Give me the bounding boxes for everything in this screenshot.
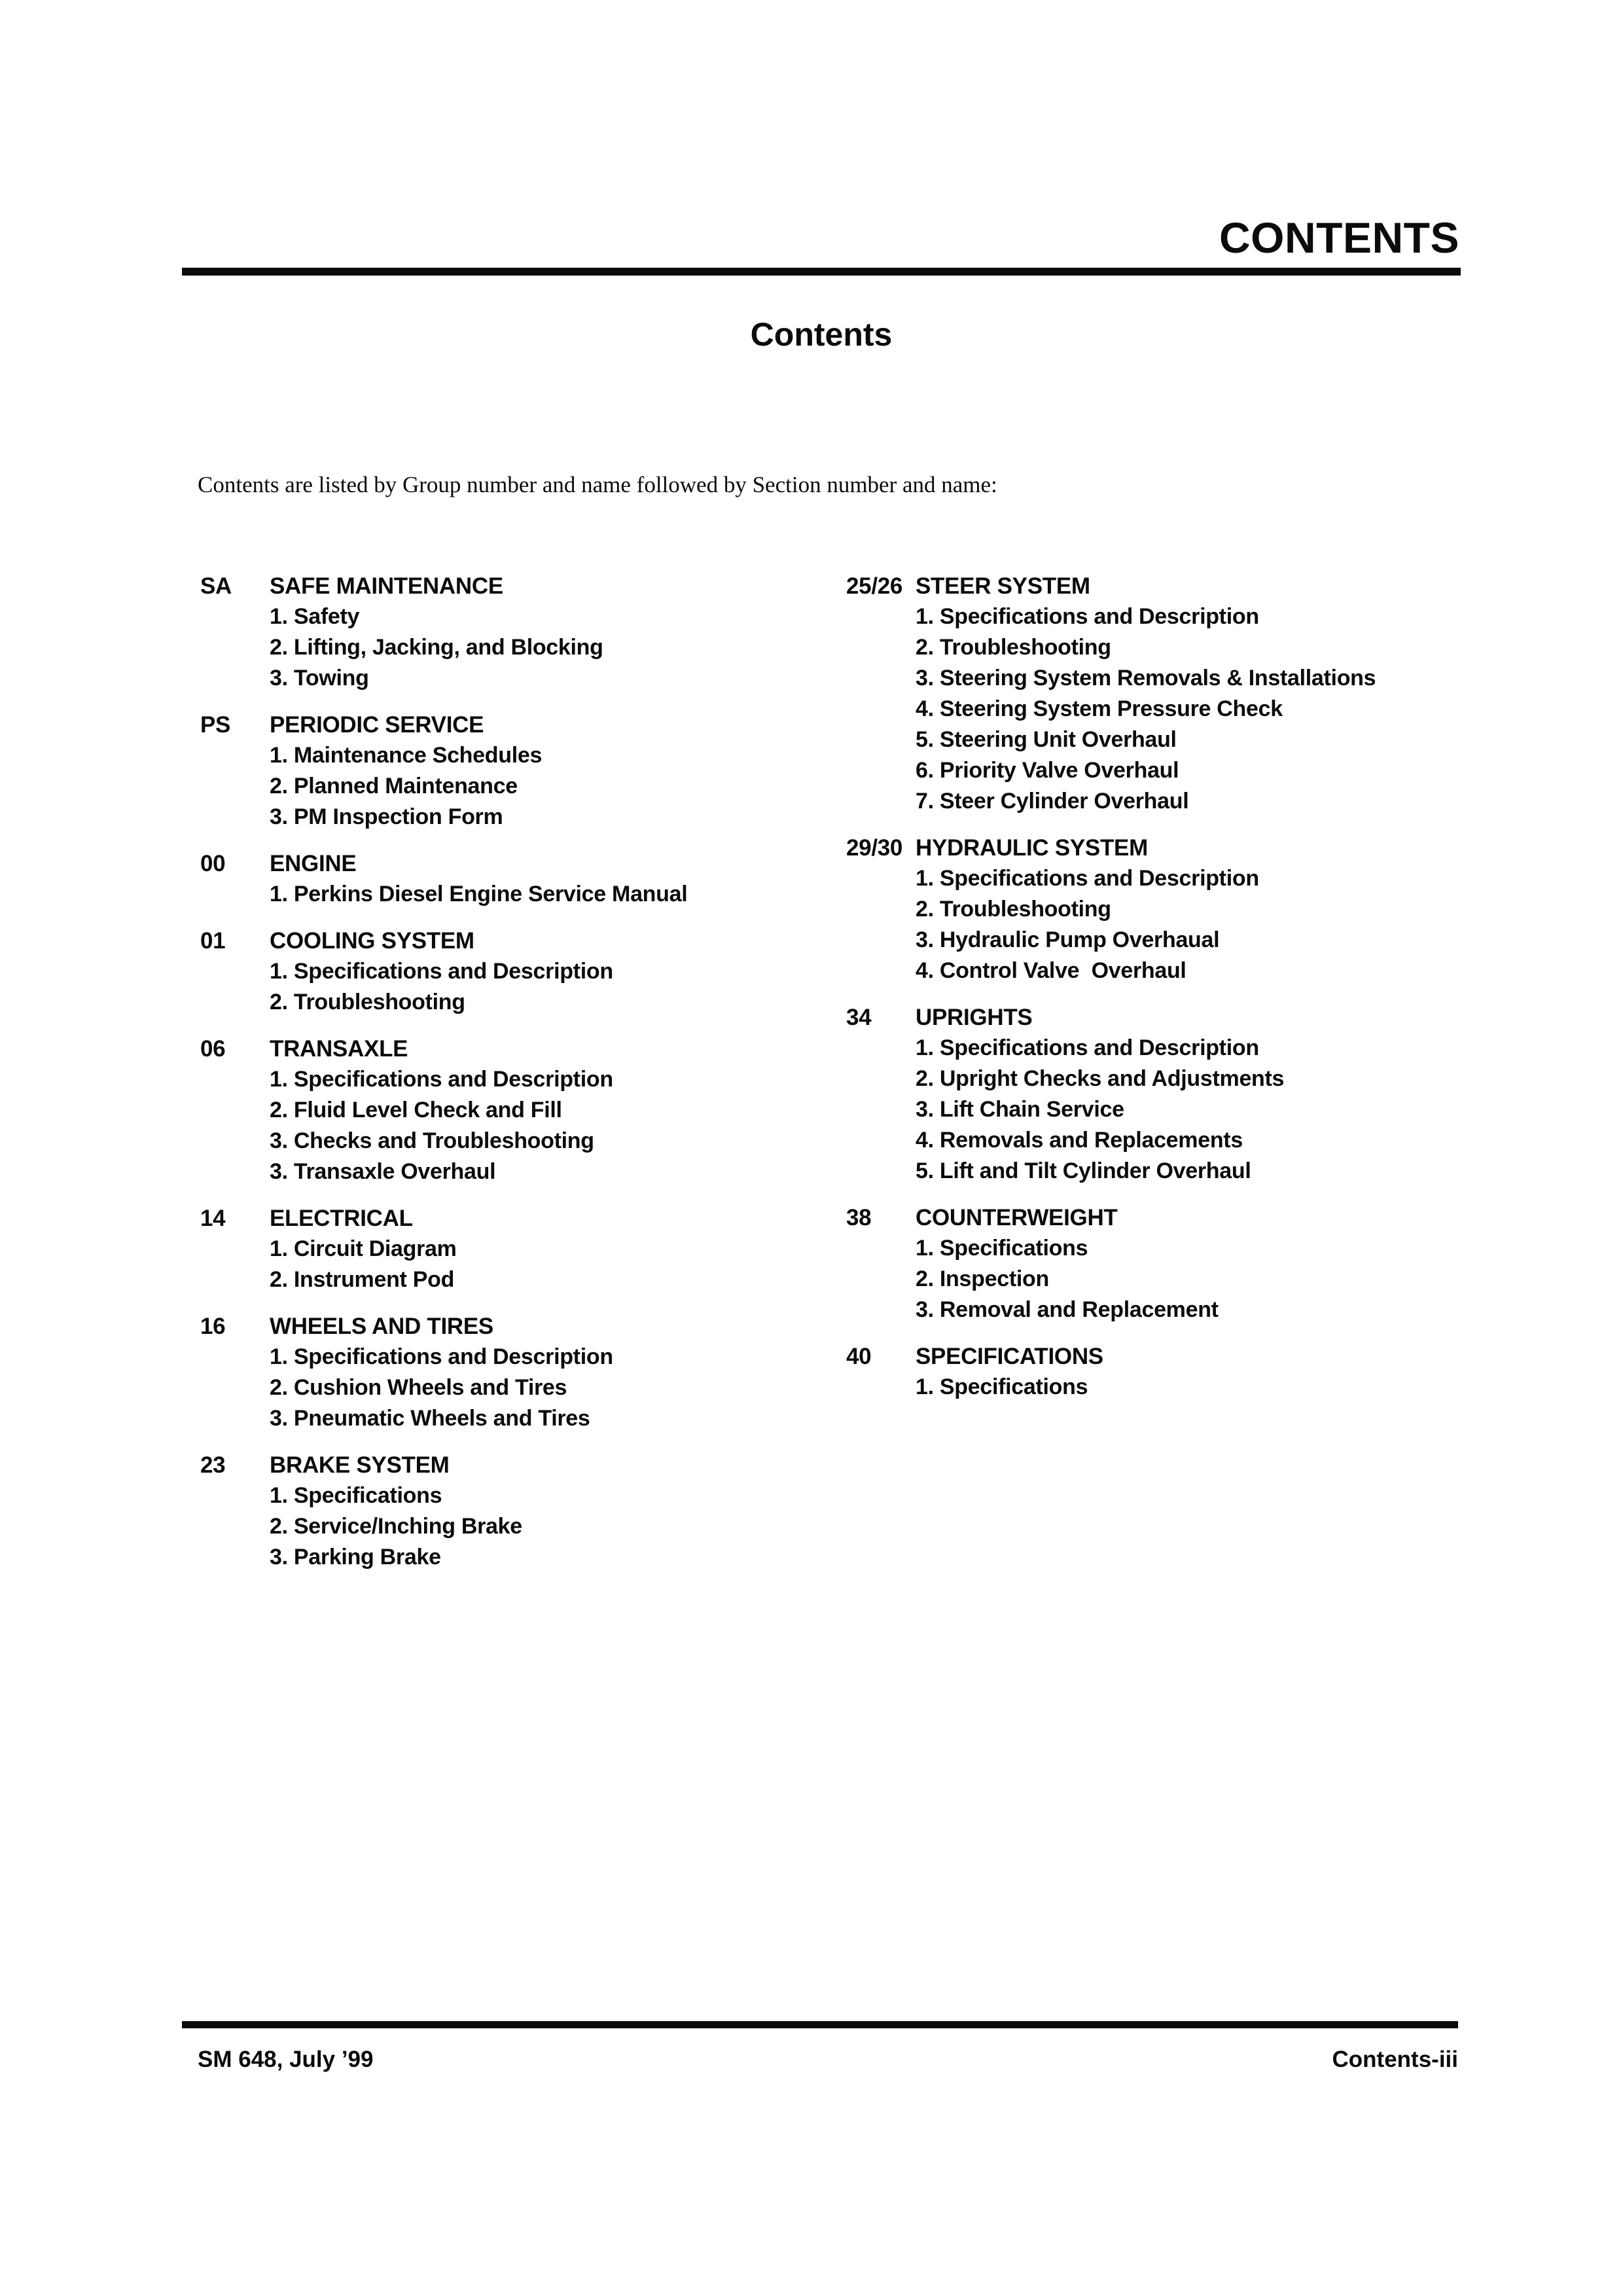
group-title: BRAKE SYSTEM bbox=[270, 1452, 450, 1478]
toc-group-head bbox=[200, 1450, 829, 1480]
toc-item: 3. Towing bbox=[270, 666, 369, 691]
group-title: PERIODIC SERVICE bbox=[270, 712, 484, 738]
group-code: 01 bbox=[200, 928, 226, 954]
toc-column-left bbox=[200, 571, 829, 1588]
toc-group-head bbox=[200, 709, 829, 740]
toc-item: 2. Upright Checks and Adjustments bbox=[916, 1066, 1285, 1091]
footer-page-number: Contents-iii bbox=[1332, 2047, 1458, 2072]
toc-item: 1. Specifications and Description bbox=[916, 1035, 1259, 1060]
toc-group-head bbox=[846, 1202, 1468, 1233]
toc-group-head bbox=[846, 571, 1468, 601]
toc-item: 3. Checks and Troubleshooting bbox=[270, 1128, 594, 1153]
group-title: UPRIGHTS bbox=[916, 1005, 1033, 1030]
toc-group bbox=[200, 709, 829, 833]
group-code: 23 bbox=[200, 1452, 226, 1478]
group-title: ELECTRICAL bbox=[270, 1206, 413, 1231]
toc-group-head bbox=[200, 1033, 829, 1064]
toc-item: 6. Priority Valve Overhaul bbox=[916, 758, 1179, 783]
toc-group-head bbox=[846, 1341, 1468, 1372]
toc-item: 1. Specifications bbox=[270, 1483, 442, 1508]
toc-item: 1. Maintenance Schedules bbox=[270, 743, 543, 768]
toc-group-head bbox=[846, 1002, 1468, 1033]
footer-rule bbox=[182, 2021, 1458, 2028]
group-title: SPECIFICATIONS bbox=[916, 1344, 1103, 1369]
toc-group-head bbox=[200, 1311, 829, 1342]
group-title: SAFE MAINTENANCE bbox=[270, 573, 503, 599]
group-code: 40 bbox=[846, 1344, 872, 1369]
toc-item: 1. Specifications and Description bbox=[270, 1344, 613, 1369]
group-title: STEER SYSTEM bbox=[916, 573, 1090, 599]
toc-item: 1. Specifications bbox=[916, 1236, 1088, 1261]
toc-item: 3. Steering System Removals & Installations bbox=[916, 666, 1376, 691]
toc-item: 2. Service/Inching Brake bbox=[270, 1514, 522, 1539]
intro-text: Contents are listed by Group number and name followed by Section number and name: bbox=[198, 472, 997, 497]
page-title: Contents bbox=[750, 316, 893, 353]
group-title: COUNTERWEIGHT bbox=[916, 1205, 1118, 1230]
toc-item: 1. Circuit Diagram bbox=[270, 1236, 457, 1261]
header-rule bbox=[182, 268, 1461, 276]
group-code: 29/30 bbox=[846, 835, 903, 861]
toc-item: 4. Control Valve Overhaul bbox=[916, 958, 1186, 983]
toc-item: 1. Perkins Diesel Engine Service Manual bbox=[270, 882, 688, 906]
toc-group bbox=[846, 1002, 1468, 1187]
running-header: CONTENTS bbox=[1219, 213, 1459, 262]
group-code: PS bbox=[200, 712, 231, 738]
toc-item: 5. Lift and Tilt Cylinder Overhaul bbox=[916, 1158, 1251, 1183]
toc-item: 1. Specifications and Description bbox=[270, 959, 613, 984]
toc-item: 2. Troubleshooting bbox=[916, 635, 1111, 660]
toc-item: 1. Specifications bbox=[916, 1374, 1088, 1399]
toc-item: 3. Hydraulic Pump Overhaual bbox=[916, 927, 1220, 952]
toc-item: 2. Cushion Wheels and Tires bbox=[270, 1375, 567, 1400]
toc-group bbox=[200, 925, 829, 1018]
toc-item: 4. Steering System Pressure Check bbox=[916, 696, 1283, 721]
toc-item: 2. Inspection bbox=[916, 1266, 1049, 1291]
toc-group-head bbox=[200, 925, 829, 956]
toc-item: 3. Removal and Replacement bbox=[916, 1297, 1219, 1322]
toc-group-head bbox=[200, 848, 829, 879]
group-code: 25/26 bbox=[846, 573, 903, 599]
toc-item: 2. Planned Maintenance bbox=[270, 774, 518, 798]
toc-group bbox=[846, 571, 1468, 817]
toc-item: 5. Steering Unit Overhaul bbox=[916, 727, 1177, 752]
toc-group bbox=[846, 833, 1468, 986]
toc-item: 3. Lift Chain Service bbox=[916, 1097, 1124, 1122]
toc-item: 2. Fluid Level Check and Fill bbox=[270, 1098, 562, 1122]
group-code: 34 bbox=[846, 1005, 872, 1030]
toc-item: 1. Specifications and Description bbox=[270, 1067, 613, 1092]
toc-item: 3. Pneumatic Wheels and Tires bbox=[270, 1406, 590, 1431]
toc-item: 4. Removals and Replacements bbox=[916, 1128, 1243, 1153]
group-code: 00 bbox=[200, 851, 226, 876]
toc-group bbox=[200, 571, 829, 694]
toc-item: 7. Steer Cylinder Overhaul bbox=[916, 789, 1189, 814]
toc-group bbox=[200, 1203, 829, 1295]
toc-item: 2. Troubleshooting bbox=[916, 897, 1111, 922]
toc-group bbox=[200, 1450, 829, 1573]
group-code: SA bbox=[200, 573, 232, 599]
toc-item: 3. PM Inspection Form bbox=[270, 804, 503, 829]
toc-group-head bbox=[200, 571, 829, 601]
group-title: ENGINE bbox=[270, 851, 357, 876]
toc-column-right bbox=[846, 571, 1468, 1418]
toc-group bbox=[200, 1311, 829, 1434]
toc-group-head bbox=[846, 833, 1468, 863]
toc-item: 1. Specifications and Description bbox=[916, 604, 1259, 629]
toc-item: 2. Instrument Pod bbox=[270, 1267, 455, 1292]
toc-group bbox=[200, 848, 829, 910]
group-title: COOLING SYSTEM bbox=[270, 928, 474, 954]
footer-doc-id: SM 648, July ’99 bbox=[198, 2047, 374, 2072]
toc-item: 1. Specifications and Description bbox=[916, 866, 1259, 891]
toc-item: 3. Transaxle Overhaul bbox=[270, 1159, 496, 1184]
group-code: 14 bbox=[200, 1206, 226, 1231]
group-title: TRANSAXLE bbox=[270, 1036, 408, 1062]
group-code: 16 bbox=[200, 1314, 226, 1339]
toc-group bbox=[846, 1341, 1468, 1403]
group-code: 06 bbox=[200, 1036, 226, 1062]
toc-item: 2. Troubleshooting bbox=[270, 990, 465, 1014]
toc-item: 1. Safety bbox=[270, 604, 360, 629]
group-code: 38 bbox=[846, 1205, 872, 1230]
toc-group-head bbox=[200, 1203, 829, 1234]
toc-item: 3. Parking Brake bbox=[270, 1545, 441, 1570]
toc-item: 2. Lifting, Jacking, and Blocking bbox=[270, 635, 603, 660]
toc-group bbox=[846, 1202, 1468, 1325]
group-title: HYDRAULIC SYSTEM bbox=[916, 835, 1148, 861]
group-title: WHEELS AND TIRES bbox=[270, 1314, 493, 1339]
toc-group bbox=[200, 1033, 829, 1187]
